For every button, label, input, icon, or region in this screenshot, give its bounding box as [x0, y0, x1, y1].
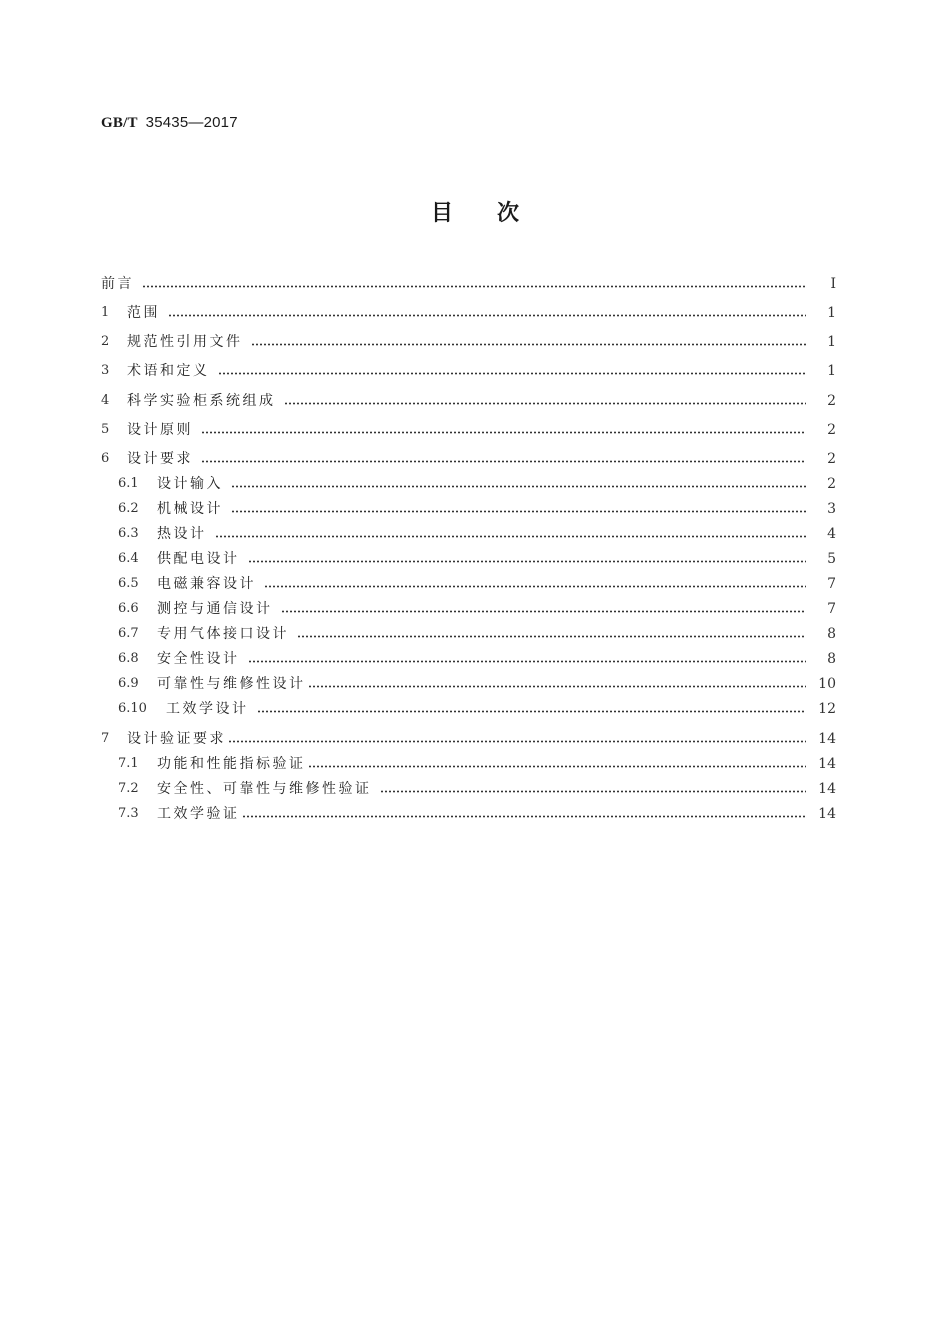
dot-leader: [251, 343, 807, 346]
toc-entry-1[interactable]: [101, 303, 836, 323]
toc-number: 5: [101, 422, 110, 437]
toc-page: 14: [818, 806, 836, 822]
toc-number: 3: [101, 363, 110, 378]
standard-prefix: GB/T: [101, 115, 138, 131]
toc-label: 安全性设计: [157, 651, 240, 667]
toc-label: 可靠性与维修性设计: [157, 676, 306, 692]
toc-label: 工效学设计: [166, 701, 249, 717]
toc-page: 14: [818, 756, 836, 772]
toc-page: 8: [827, 651, 836, 667]
toc-number: 6: [101, 451, 110, 466]
dot-leader: [257, 710, 807, 713]
toc-number: 1: [101, 305, 110, 320]
toc-label: 科学实验柜系统组成: [127, 393, 276, 409]
standard-number: 35435—2017: [145, 114, 238, 131]
toc-label: 热设计: [157, 526, 207, 542]
toc-label: 前言: [101, 276, 134, 292]
toc-entry-6-6[interactable]: [118, 599, 836, 619]
toc-entry-6[interactable]: [101, 449, 836, 469]
dot-leader: [215, 535, 807, 538]
toc-number: 7.2: [118, 781, 139, 796]
toc-page: 1: [827, 334, 836, 350]
toc-page: 2: [827, 476, 836, 492]
toc-page: 1: [827, 305, 836, 321]
toc-label: 机械设计: [157, 501, 223, 517]
toc-entry-7-3[interactable]: [118, 804, 836, 824]
toc-page: 12: [818, 701, 836, 717]
toc-label: 设计输入: [157, 476, 223, 492]
toc-label: 设计验证要求: [127, 731, 226, 747]
toc-label: 术语和定义: [127, 363, 210, 379]
dot-leader: [231, 485, 806, 488]
toc-number: 6.7: [118, 626, 139, 641]
toc-number: 6.3: [118, 526, 139, 541]
toc-label: 工效学验证: [157, 806, 240, 822]
toc-number: 6.6: [118, 601, 139, 616]
toc-page: 4: [827, 526, 836, 542]
toc-label: 范围: [127, 305, 160, 321]
toc-entry-4[interactable]: [101, 391, 836, 411]
toc-label: 电磁兼容设计: [157, 576, 256, 592]
dot-leader: [201, 431, 806, 434]
toc-number: 7.3: [118, 806, 139, 821]
toc-number: 6.8: [118, 651, 139, 666]
toc-entry-5[interactable]: [101, 420, 836, 440]
dot-leader: [308, 685, 807, 688]
standard-code: [101, 114, 238, 132]
toc-page: 7: [827, 576, 836, 592]
toc-page: 2: [827, 393, 836, 409]
dot-leader: [281, 610, 807, 613]
toc-entry-6-3[interactable]: [118, 524, 836, 544]
toc-entry-6-2[interactable]: [118, 499, 836, 519]
toc-page: 14: [818, 731, 836, 747]
toc-entry-7-2[interactable]: [118, 779, 836, 799]
toc-entry-6-7[interactable]: [118, 624, 836, 644]
toc-entry-6-5[interactable]: [118, 574, 836, 594]
title-char-2: 次: [497, 201, 520, 226]
toc-page: Ⅰ: [830, 276, 836, 292]
toc-label: 规范性引用文件: [127, 334, 243, 350]
toc-label: 功能和性能指标验证: [157, 756, 306, 772]
toc-label: 测控与通信设计: [157, 601, 273, 617]
toc-entry-6-10[interactable]: [118, 699, 836, 719]
toc-number: 7: [101, 731, 110, 746]
toc-page: 3: [827, 501, 836, 517]
toc-label: 安全性、可靠性与维修性验证: [157, 781, 372, 797]
toc-page: 2: [827, 422, 836, 438]
dot-leader: [297, 635, 806, 638]
dot-leader: [201, 460, 806, 463]
toc-entry-6-8[interactable]: [118, 649, 836, 669]
dot-leader: [284, 402, 807, 405]
toc-number: 4: [101, 393, 110, 408]
dot-leader: [218, 372, 807, 375]
toc-label: 供配电设计: [157, 551, 240, 567]
dot-leader: [242, 815, 807, 818]
dot-leader: [248, 660, 807, 663]
toc-entry-6-9[interactable]: [118, 674, 836, 694]
toc-number: 6.2: [118, 501, 139, 516]
toc-number: 6.5: [118, 576, 139, 591]
dot-leader: [228, 740, 806, 743]
toc-entry-6-4[interactable]: [118, 549, 836, 569]
toc-label: 设计要求: [127, 451, 193, 467]
toc-page: 8: [827, 626, 836, 642]
toc-page: 5: [827, 551, 836, 567]
dot-leader: [308, 765, 807, 768]
toc-entry-2[interactable]: [101, 332, 836, 352]
dot-leader: [231, 510, 806, 513]
toc-number: 6.10: [118, 701, 147, 716]
toc-page: 2: [827, 451, 836, 467]
toc-label: 设计原则: [127, 422, 193, 438]
toc-entry-7[interactable]: [101, 729, 836, 749]
toc-page: 1: [827, 363, 836, 379]
toc-number: 2: [101, 334, 110, 349]
title-char-1: 目: [430, 201, 453, 226]
toc-number: 6.4: [118, 551, 139, 566]
toc-label: 专用气体接口设计: [157, 626, 289, 642]
toc-entry-6-1[interactable]: [118, 474, 836, 494]
dot-leader: [142, 285, 806, 288]
toc-page: 14: [818, 781, 836, 797]
toc-entry-7-1[interactable]: [118, 754, 836, 774]
toc-page: 10: [818, 676, 836, 692]
page-title: [0, 196, 950, 227]
toc-page: 7: [827, 601, 836, 617]
toc-number: 7.1: [118, 756, 139, 771]
dot-leader: [248, 560, 807, 563]
dot-leader: [264, 585, 806, 588]
toc-number: 6.9: [118, 676, 139, 691]
toc-number: 6.1: [118, 476, 139, 491]
toc-entry-foreword[interactable]: [101, 274, 836, 294]
toc-entry-3[interactable]: [101, 361, 836, 381]
dot-leader: [168, 314, 806, 317]
dot-leader: [380, 790, 807, 793]
